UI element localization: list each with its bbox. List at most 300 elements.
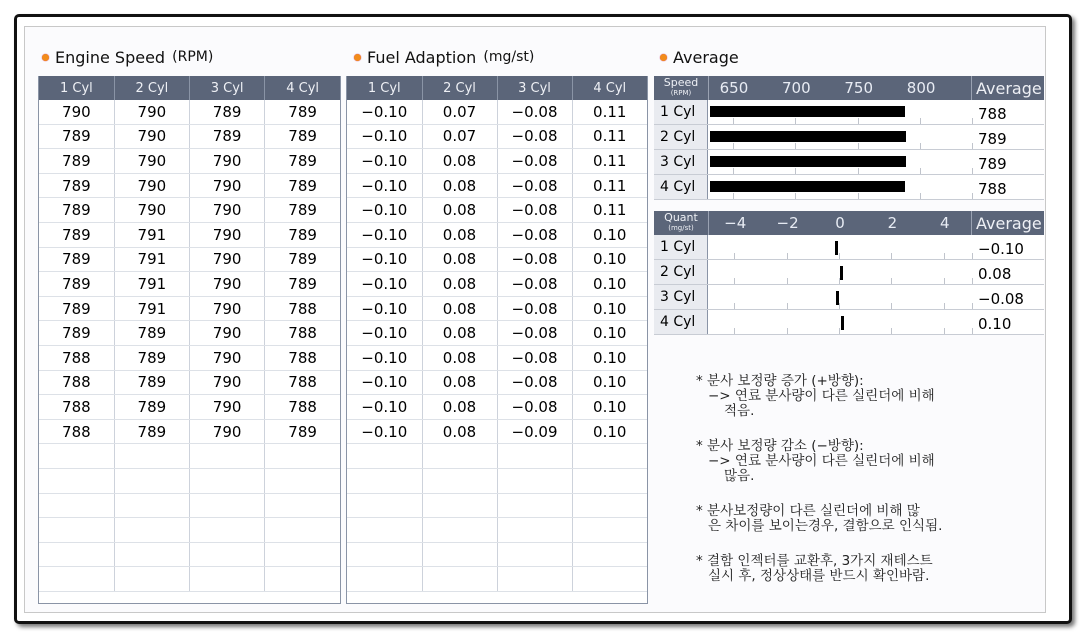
average-title <box>660 46 739 68</box>
table-row <box>39 222 340 247</box>
gridline-tick <box>891 278 892 284</box>
scale-tick-label: 4 <box>940 214 950 232</box>
note-line: * 분사보정량이 다른 실린더에 비해 많 <box>696 503 920 519</box>
table-row <box>39 321 340 346</box>
empty-cell <box>497 518 572 543</box>
column-header: 1 Cyl <box>39 76 114 100</box>
empty-row <box>347 468 647 493</box>
table-cell: 790 <box>114 124 189 149</box>
plot-area <box>708 235 970 259</box>
empty-cell <box>114 518 189 543</box>
empty-cell <box>39 444 114 469</box>
note-line: 많음. <box>724 468 755 484</box>
empty-row <box>39 518 340 543</box>
table-cell: 790 <box>190 345 265 370</box>
table-row <box>347 370 647 395</box>
empty-cell <box>190 518 265 543</box>
table-cell: 0.11 <box>572 198 647 223</box>
note-item <box>696 554 1026 584</box>
table-cell: 788 <box>265 321 340 346</box>
table-row <box>39 124 340 149</box>
table-cell: 0.11 <box>572 149 647 174</box>
table-cell: 788 <box>265 370 340 395</box>
quant-chart-header <box>654 211 1044 235</box>
table-row <box>347 124 647 149</box>
gridline-tick <box>733 168 734 174</box>
empty-cell <box>497 493 572 518</box>
gridline-tick <box>795 143 796 149</box>
engine-speed-table-panel <box>38 76 341 604</box>
chart-row <box>654 175 1044 200</box>
note-line: * 분사 보정량 증가 (+방향): <box>696 373 864 389</box>
table-cell: −0.08 <box>497 345 572 370</box>
table-cell: 789 <box>39 296 114 321</box>
empty-cell <box>39 518 114 543</box>
gridline-tick <box>734 253 735 259</box>
empty-cell <box>114 542 189 567</box>
table-cell: 0.10 <box>572 247 647 272</box>
empty-row <box>39 567 340 592</box>
table-cell: 789 <box>39 173 114 198</box>
table-cell: 790 <box>190 149 265 174</box>
gridline-tick <box>795 118 796 124</box>
column-header: 4 Cyl <box>572 76 647 100</box>
table-cell: 0.08 <box>422 370 497 395</box>
empty-cell <box>497 542 572 567</box>
quant-scale <box>709 211 971 235</box>
gridline-tick <box>972 168 973 174</box>
table-cell: 0.08 <box>422 149 497 174</box>
table-cell: 790 <box>114 198 189 223</box>
table-cell: −0.08 <box>497 272 572 297</box>
table-cell: 790 <box>114 100 189 124</box>
note-item <box>696 439 1026 484</box>
table-row <box>347 149 647 174</box>
table-cell: 790 <box>190 296 265 321</box>
table-cell: 789 <box>265 272 340 297</box>
table-cell: 789 <box>265 419 340 444</box>
gridline-tick <box>972 278 973 284</box>
empty-cell <box>114 567 189 592</box>
gridline-tick <box>733 118 734 124</box>
table-cell: 790 <box>190 198 265 223</box>
note-line: −> 연료 분사량이 다른 실린더에 비해 <box>708 453 935 469</box>
table-cell: −0.08 <box>497 296 572 321</box>
table-cell: −0.10 <box>347 149 422 174</box>
table-cell: −0.10 <box>347 222 422 247</box>
empty-cell <box>347 493 422 518</box>
quant-marker <box>841 316 844 330</box>
gridline-tick <box>795 168 796 174</box>
average-panel <box>654 76 1044 335</box>
gridline-tick <box>787 303 788 309</box>
table-cell: 788 <box>39 370 114 395</box>
table-cell: −0.10 <box>347 419 422 444</box>
table-cell: 790 <box>190 222 265 247</box>
table-cell: 788 <box>39 395 114 420</box>
table-cell: −0.08 <box>497 100 572 124</box>
gridline-tick <box>972 193 973 199</box>
gridline-tick <box>920 193 921 199</box>
table-cell: −0.10 <box>347 100 422 124</box>
gridline-tick <box>920 168 921 174</box>
table-cell: 790 <box>114 149 189 174</box>
table-row <box>347 296 647 321</box>
speed-label-text: Speed <box>663 76 699 89</box>
table-cell: −0.08 <box>497 124 572 149</box>
empty-cell <box>422 468 497 493</box>
table-cell: 0.07 <box>422 124 497 149</box>
table-cell: 0.08 <box>422 222 497 247</box>
table-cell: 789 <box>265 124 340 149</box>
engine-speed-table <box>39 76 340 592</box>
table-cell: 788 <box>265 395 340 420</box>
row-label: 1 Cyl <box>654 100 708 124</box>
note-line: 적음. <box>724 403 755 419</box>
table-cell: 0.10 <box>572 395 647 420</box>
table-row <box>347 419 647 444</box>
table-cell: 789 <box>265 222 340 247</box>
empty-cell <box>265 567 340 592</box>
fuel-adaption-unit: (mg/st) <box>483 49 535 65</box>
table-row <box>347 222 647 247</box>
note-line: * 분사 보정량 감소 (−방향): <box>696 438 864 454</box>
speed-scale <box>709 76 971 100</box>
table-cell: 790 <box>190 321 265 346</box>
table-cell: 789 <box>39 247 114 272</box>
table-cell: −0.08 <box>497 173 572 198</box>
table-cell: 0.10 <box>572 272 647 297</box>
gridline-tick <box>858 143 859 149</box>
gridline-tick <box>891 253 892 259</box>
table-cell: 790 <box>39 100 114 124</box>
gridline-tick <box>733 143 734 149</box>
table-cell: 788 <box>39 345 114 370</box>
column-header: 1 Cyl <box>347 76 422 100</box>
average-title-text: Average <box>673 47 739 67</box>
table-cell: −0.10 <box>347 124 422 149</box>
gridline-tick <box>944 278 945 284</box>
table-cell: 0.08 <box>422 173 497 198</box>
chart-row <box>654 310 1044 335</box>
row-label: 3 Cyl <box>654 150 708 174</box>
gridline-tick <box>944 328 945 334</box>
table-cell: 0.10 <box>572 370 647 395</box>
empty-cell <box>265 444 340 469</box>
empty-cell <box>190 444 265 469</box>
gridline-tick <box>944 253 945 259</box>
table-cell: −0.10 <box>347 321 422 346</box>
gridline-tick <box>858 193 859 199</box>
empty-row <box>347 493 647 518</box>
table-cell: −0.10 <box>347 370 422 395</box>
average-value: 0.08 <box>970 260 1042 284</box>
table-cell: 0.11 <box>572 100 647 124</box>
empty-cell <box>422 518 497 543</box>
table-cell: 0.10 <box>572 222 647 247</box>
table-cell: 0.08 <box>422 296 497 321</box>
average-value: 0.10 <box>970 310 1042 334</box>
table-cell: 789 <box>39 149 114 174</box>
plot-area <box>708 285 970 309</box>
chart-row <box>654 260 1044 285</box>
gridline-tick <box>972 143 973 149</box>
table-cell: 788 <box>265 345 340 370</box>
table-row <box>39 419 340 444</box>
empty-cell <box>347 444 422 469</box>
table-cell: 789 <box>114 395 189 420</box>
plot-area <box>708 175 970 199</box>
table-row <box>39 345 340 370</box>
table-row <box>39 173 340 198</box>
empty-cell <box>114 444 189 469</box>
empty-cell <box>39 468 114 493</box>
plot-area <box>708 310 970 334</box>
speed-chart-rows <box>654 100 1044 200</box>
column-header: 2 Cyl <box>114 76 189 100</box>
table-row <box>347 272 647 297</box>
empty-row <box>39 468 340 493</box>
table-cell: −0.08 <box>497 370 572 395</box>
table-cell: 0.07 <box>422 100 497 124</box>
column-header: 4 Cyl <box>265 76 340 100</box>
empty-row <box>39 444 340 469</box>
table-cell: 788 <box>39 419 114 444</box>
gridline-tick <box>734 278 735 284</box>
column-header: 2 Cyl <box>422 76 497 100</box>
table-cell: 0.10 <box>572 321 647 346</box>
average-value: 789 <box>970 150 1042 174</box>
table-cell: −0.08 <box>497 395 572 420</box>
table-cell: 789 <box>39 272 114 297</box>
gridline-tick <box>891 303 892 309</box>
empty-cell <box>39 542 114 567</box>
table-cell: 790 <box>190 247 265 272</box>
empty-cell <box>190 542 265 567</box>
table-row <box>347 100 647 124</box>
average-value: 789 <box>970 125 1042 149</box>
plot-area <box>708 150 970 174</box>
scale-tick-label: 650 <box>719 79 749 97</box>
bullet-icon <box>354 54 361 61</box>
fuel-adaption-table-panel <box>346 76 648 604</box>
table-cell: 789 <box>114 345 189 370</box>
table-row <box>347 395 647 420</box>
gridline-tick <box>858 168 859 174</box>
scale-tick-label: −2 <box>776 214 799 232</box>
note-item <box>696 504 1026 534</box>
table-row <box>347 321 647 346</box>
gridline-tick <box>839 303 840 309</box>
notes <box>696 374 1026 604</box>
empty-cell <box>572 493 647 518</box>
engine-speed-title <box>42 46 213 68</box>
table-cell: 789 <box>114 370 189 395</box>
empty-cell <box>190 567 265 592</box>
gridline-tick <box>787 278 788 284</box>
chart-row <box>654 125 1044 150</box>
quant-marker <box>840 266 843 280</box>
table-cell: 789 <box>265 247 340 272</box>
gridline-tick <box>972 303 973 309</box>
speed-bar <box>710 181 905 192</box>
table-cell: 0.10 <box>572 296 647 321</box>
quant-marker <box>836 291 839 305</box>
table-cell: 789 <box>39 222 114 247</box>
gridline-tick <box>972 118 973 124</box>
table-cell: 0.11 <box>572 173 647 198</box>
table-cell: −0.10 <box>347 296 422 321</box>
table-row <box>39 370 340 395</box>
empty-row <box>39 493 340 518</box>
gridline-tick <box>787 253 788 259</box>
plot-area <box>708 100 970 124</box>
table-cell: 0.08 <box>422 419 497 444</box>
table-cell: 790 <box>190 370 265 395</box>
gridline-tick <box>891 328 892 334</box>
table-cell: 791 <box>114 222 189 247</box>
scale-tick-label: 750 <box>844 79 874 97</box>
note-line: 실시 후, 정상상태를 반드시 확인바람. <box>708 568 930 584</box>
table-cell: 789 <box>190 100 265 124</box>
note-line: −> 연료 분사량이 다른 실린더에 비해 <box>708 388 935 404</box>
scale-tick-label: 0 <box>835 214 845 232</box>
table-cell: 791 <box>114 247 189 272</box>
gridline-tick <box>972 253 973 259</box>
empty-cell <box>572 567 647 592</box>
empty-cell <box>347 518 422 543</box>
table-cell: 789 <box>114 419 189 444</box>
empty-cell <box>572 542 647 567</box>
speed-chart-header <box>654 76 1044 100</box>
table-cell: 790 <box>190 272 265 297</box>
table-cell: −0.10 <box>347 272 422 297</box>
table-row <box>347 345 647 370</box>
empty-cell <box>422 444 497 469</box>
table-row <box>39 247 340 272</box>
quant-label <box>654 211 709 235</box>
gridline-tick <box>858 118 859 124</box>
column-header: 3 Cyl <box>497 76 572 100</box>
table-cell: 789 <box>265 198 340 223</box>
gridline-tick <box>920 143 921 149</box>
plot-area <box>708 125 970 149</box>
table-row <box>39 272 340 297</box>
empty-cell <box>265 542 340 567</box>
table-cell: −0.10 <box>347 247 422 272</box>
scale-tick-label: 700 <box>782 79 811 97</box>
chart-row <box>654 100 1044 125</box>
empty-row <box>347 444 647 469</box>
quant-chart-rows <box>654 235 1044 335</box>
table-cell: 0.11 <box>572 124 647 149</box>
fuel-adaption-title-text: Fuel Adaption <box>367 47 477 67</box>
quant-unit: (mg/st) <box>668 224 694 232</box>
empty-row <box>347 542 647 567</box>
empty-cell <box>572 518 647 543</box>
speed-bar <box>710 131 906 142</box>
gridline-tick <box>944 303 945 309</box>
gridline-tick <box>734 328 735 334</box>
table-cell: 791 <box>114 272 189 297</box>
table-cell: 0.08 <box>422 198 497 223</box>
empty-cell <box>572 444 647 469</box>
speed-bar <box>710 156 906 167</box>
table-cell: 789 <box>114 321 189 346</box>
table-cell: −0.08 <box>497 321 572 346</box>
empty-cell <box>265 493 340 518</box>
table-row <box>347 173 647 198</box>
scale-tick-label: 800 <box>906 79 936 97</box>
empty-row <box>347 567 647 592</box>
empty-row <box>39 542 340 567</box>
quant-average-header: Average <box>971 211 1043 235</box>
table-cell: −0.08 <box>497 222 572 247</box>
row-label: 3 Cyl <box>654 285 708 309</box>
empty-cell <box>114 493 189 518</box>
speed-unit: (RPM) <box>670 89 692 97</box>
average-value: −0.10 <box>970 235 1042 259</box>
gridline-tick <box>734 303 735 309</box>
table-row <box>347 198 647 223</box>
empty-cell <box>39 567 114 592</box>
row-label: 4 Cyl <box>654 310 708 334</box>
gridline-tick <box>733 193 734 199</box>
plot-area <box>708 260 970 284</box>
row-label: 2 Cyl <box>654 125 708 149</box>
note-item <box>696 374 1026 419</box>
gridline-tick <box>972 328 973 334</box>
note-line: 은 차이를 보이는경우, 결함으로 인식됨. <box>708 518 943 534</box>
table-row <box>39 100 340 124</box>
table-cell: −0.09 <box>497 419 572 444</box>
gridline-tick <box>839 253 840 259</box>
average-value: −0.08 <box>970 285 1042 309</box>
table-cell: 789 <box>265 149 340 174</box>
table-row <box>39 149 340 174</box>
table-cell: 0.08 <box>422 247 497 272</box>
quant-marker <box>835 241 838 255</box>
table-cell: 0.08 <box>422 345 497 370</box>
empty-cell <box>422 493 497 518</box>
table-cell: 0.10 <box>572 345 647 370</box>
empty-cell <box>39 493 114 518</box>
average-value: 788 <box>970 100 1042 124</box>
quant-label-text: Quant <box>664 211 698 224</box>
table-cell: 789 <box>39 124 114 149</box>
table-cell: −0.08 <box>497 149 572 174</box>
table-cell: 790 <box>190 173 265 198</box>
fuel-adaption-title <box>354 46 534 68</box>
empty-cell <box>422 542 497 567</box>
table-cell: −0.08 <box>497 198 572 223</box>
table-row <box>347 247 647 272</box>
gridline-tick <box>920 118 921 124</box>
table-cell: −0.10 <box>347 395 422 420</box>
bullet-icon <box>660 54 667 61</box>
table-row <box>39 296 340 321</box>
column-header: 3 Cyl <box>190 76 265 100</box>
row-label: 4 Cyl <box>654 175 708 199</box>
engine-speed-unit: (RPM) <box>172 49 214 65</box>
note-line: * 결함 인젝터를 교환후, 3가지 재테스트 <box>696 553 933 569</box>
scale-tick-label: 2 <box>887 214 898 232</box>
table-cell: −0.10 <box>347 198 422 223</box>
chart-row <box>654 285 1044 310</box>
empty-cell <box>497 468 572 493</box>
empty-cell <box>347 567 422 592</box>
table-cell: 789 <box>265 100 340 124</box>
